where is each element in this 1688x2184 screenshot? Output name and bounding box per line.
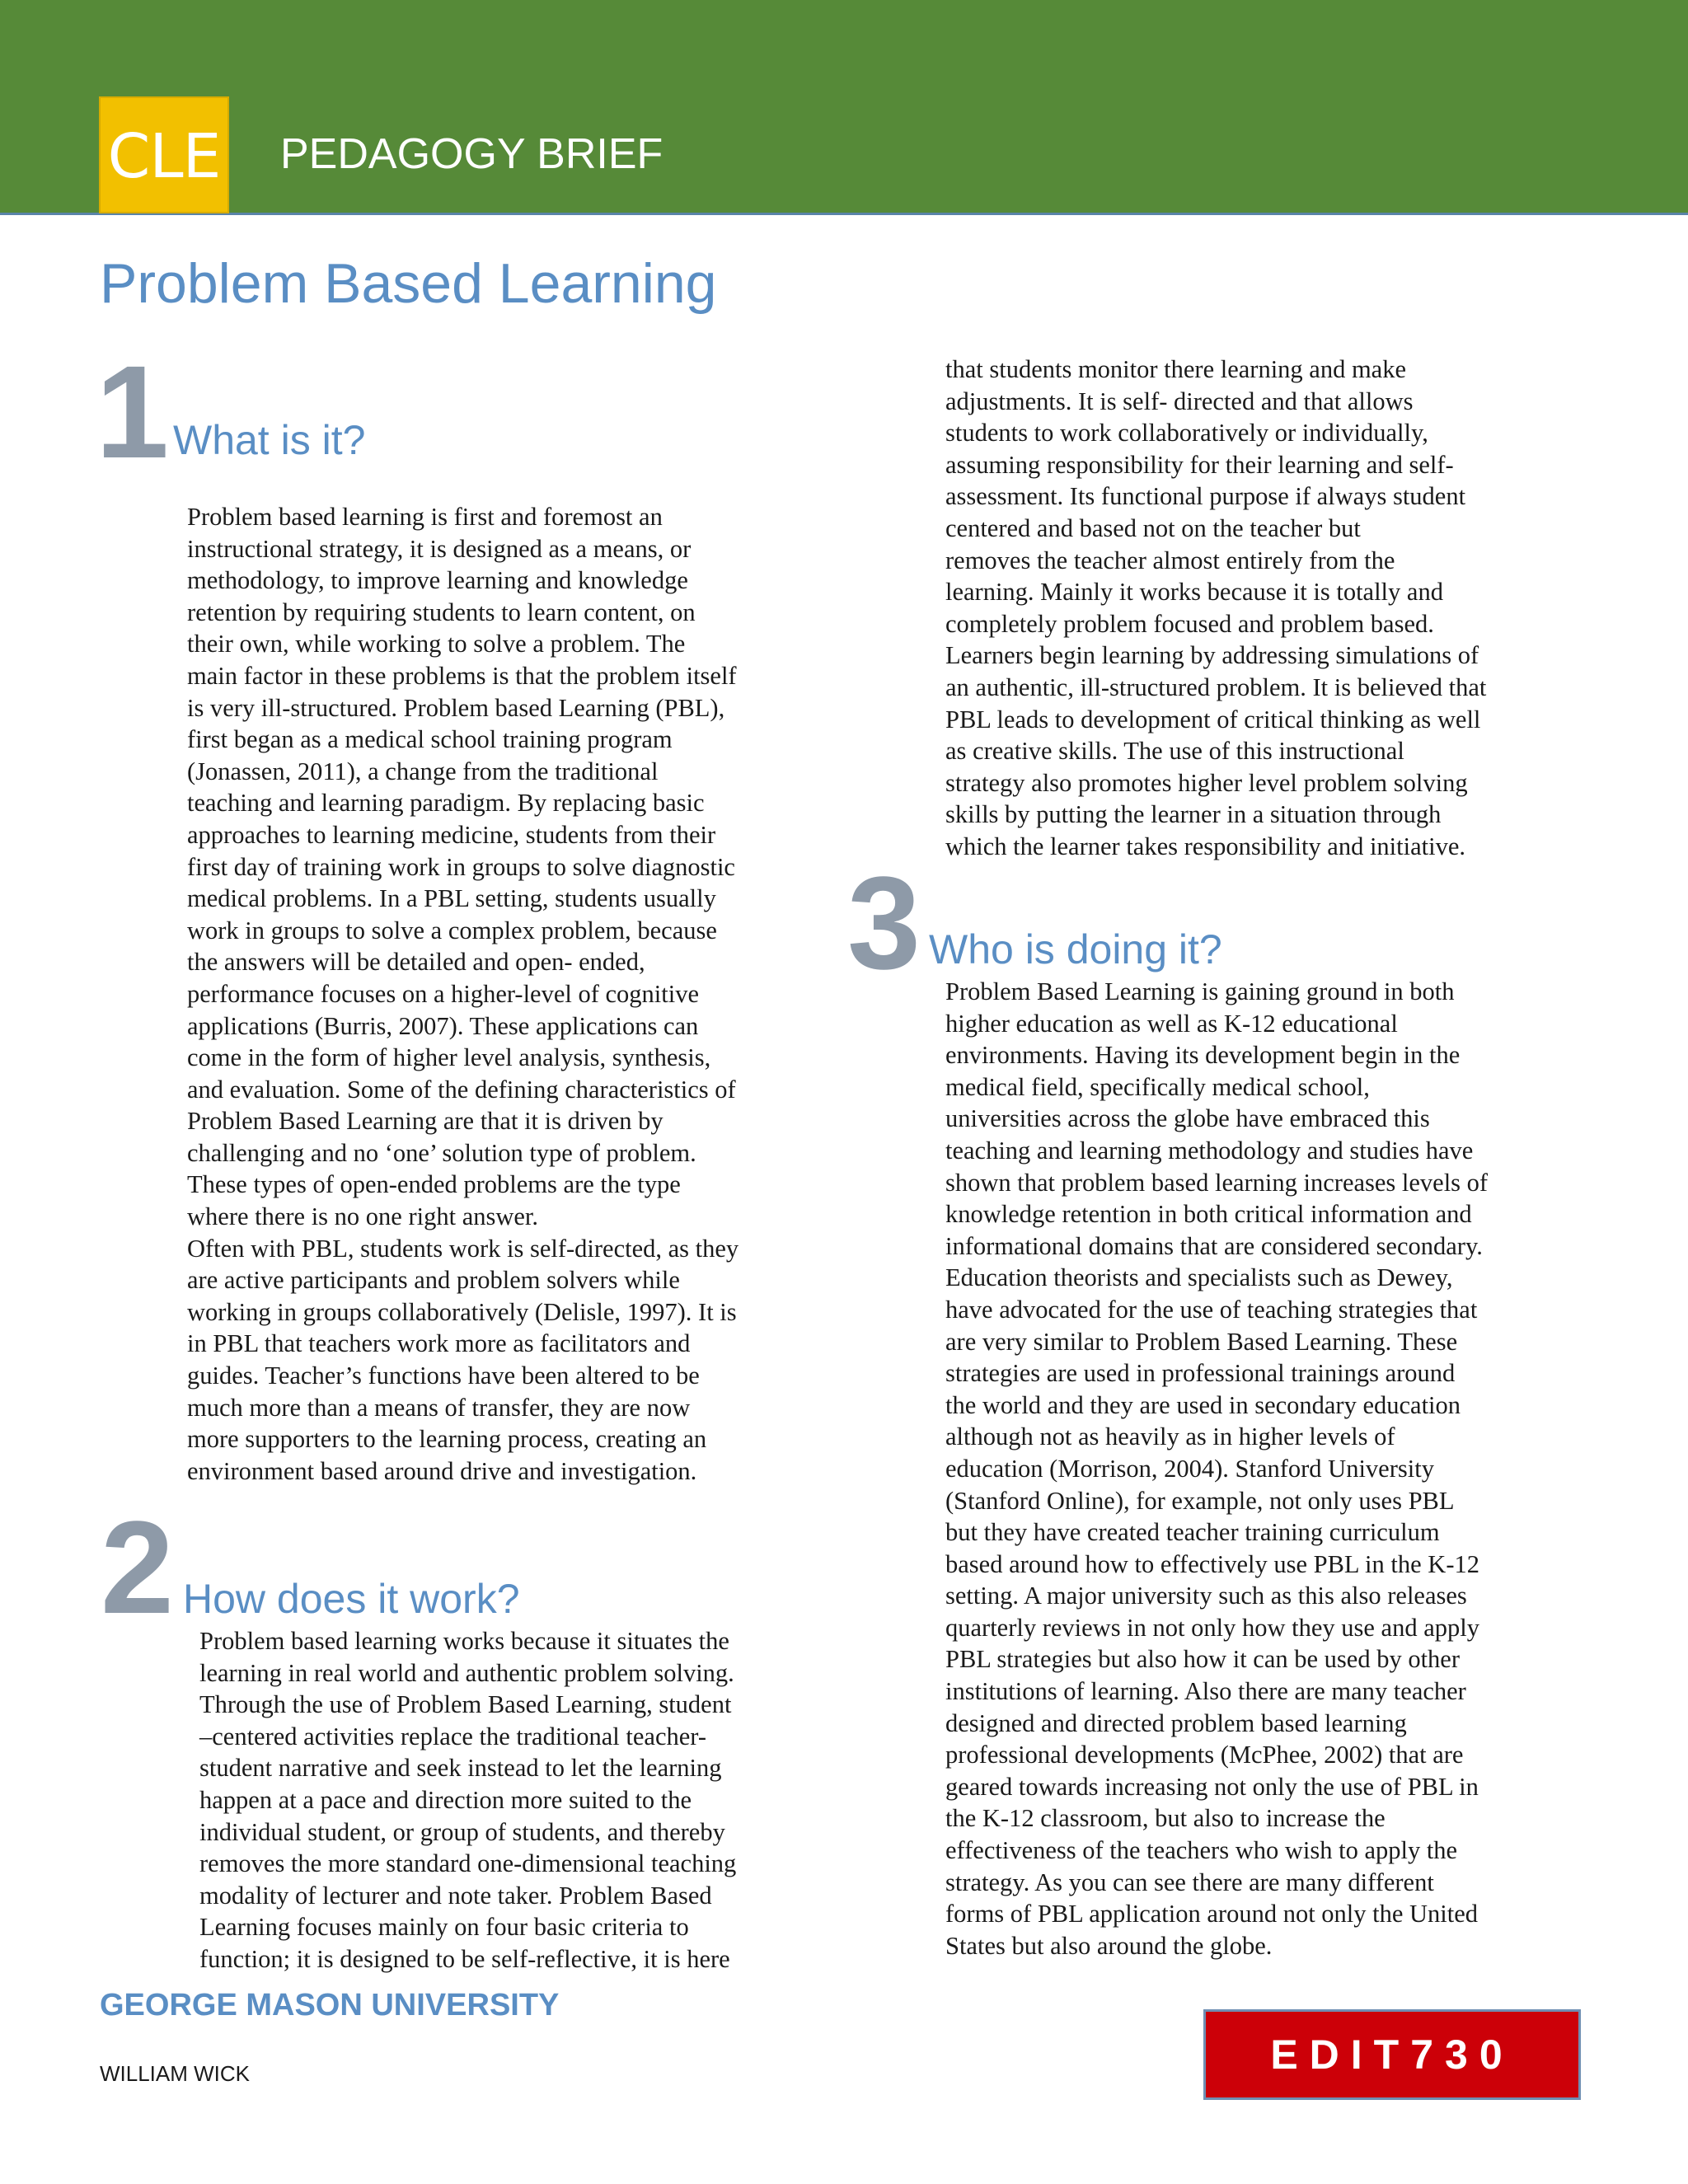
body-line: PBL strategies but also how it can be used by other [945,1645,1460,1674]
body-line: Problem Based Learning is gaining ground in both [945,977,1455,1005]
body-line: retention by requiring students to learn content, on [187,598,696,626]
body-line: setting. A major university such as this also releases [945,1582,1467,1610]
section-3-heading: Who is doing it? [929,926,1222,972]
body-line: effectiveness of the teachers who wish to apply the [945,1836,1458,1865]
body-line: Education theorists and specialists such as Dewey, [945,1263,1453,1292]
page-title: Problem Based Learning [100,252,717,315]
body-line: Often with PBL, students work is self-directed, as they [187,1234,739,1263]
body-line: strategies are used in professional trainings around [945,1359,1456,1388]
body-line: are very similar to Problem Based Learning. These [945,1327,1458,1356]
body-line: have advocated for the use of teaching strategies that [945,1295,1478,1324]
body-line: medical field, specifically medical school, [945,1072,1370,1101]
body-line: designed and directed problem based learning [945,1708,1407,1737]
body-line: the answers will be detailed and open- ended, [187,948,645,977]
body-line: based around how to effectively use PBL in the K-12 [945,1549,1479,1578]
cle-logo: CLE [99,96,229,213]
body-line: work in groups to solve a complex problem, because [187,916,717,944]
body-line: States but also around the globe. [945,1931,1273,1960]
section-2-number: 2 [101,1493,169,1641]
body-line: although not as heavily as in higher levels of [945,1422,1395,1451]
body-line: individual student, or group of students, and thereby [199,1817,725,1846]
body-line: an authentic, ill-structured problem. It is believed that [945,673,1487,701]
course-code-badge: EDIT730 [1203,2009,1581,2100]
body-line: as creative skills. The use of this instructional [945,737,1404,766]
body-line: Problem Based Learning are that it is driven by [187,1107,663,1136]
body-line: removes the teacher almost entirely from the [945,546,1395,574]
body-line: institutions of learning. Also there are many teacher [945,1677,1466,1706]
section-2-heading: How does it work? [183,1576,520,1622]
body-line: informational domains that are considered secondary. [945,1231,1483,1260]
body-line: quarterly reviews in not only how they use and apply [945,1613,1479,1642]
body-line: adjustments. It is self- directed and that allows [945,387,1414,415]
body-line: main factor in these problems is that the problem itself [187,661,737,690]
body-line: come in the form of higher level analysis, synthesis, [187,1043,711,1072]
body-line: which the learner takes responsibility and initiative. [945,832,1465,860]
body-line: These types of open-ended problems are the type [187,1170,681,1199]
body-line: geared towards increasing not only the use of PBL in [945,1772,1479,1801]
section-3-number: 3 [847,849,916,996]
body-line: skills by putting the learner in a situation through [945,800,1442,829]
body-line: guides. Teacher’s functions have been altered to be [187,1361,700,1390]
body-line: strategy also promotes higher level problem solving [945,768,1468,797]
header-banner [0,0,1688,215]
section-1-body [187,501,814,1487]
body-line: PBL leads to development of critical thinking as well [945,705,1481,733]
body-line: but they have created teacher training curriculum [945,1518,1440,1547]
body-line: forms of PBL application around not only the United [945,1900,1479,1929]
body-line: where there is no one right answer. [187,1202,539,1231]
header-label: PEDAGOGY BRIEF [280,130,663,178]
body-line: challenging and no ‘one’ solution type of problem. [187,1138,696,1167]
body-line: assessment. Its functional purpose if always student [945,482,1466,511]
body-line: function; it is designed to be self-reflective, it is here [199,1944,730,1973]
body-line: centered and based not on the teacher but [945,513,1361,542]
body-line: medical problems. In a PBL setting, students usually [187,884,716,913]
body-line: student narrative and seek instead to let the learning [199,1754,722,1783]
body-line: the world and they are used in secondary education [945,1390,1461,1419]
body-line: (Jonassen, 2011), a change from the traditional [187,757,659,785]
body-line: environment based around drive and investigation. [187,1456,697,1485]
body-line: learning. Mainly it works because it is totally and [945,578,1443,607]
body-line: Through the use of Problem Based Learning, student [199,1690,732,1719]
section-2-body [199,1625,826,1975]
body-line: their own, while working to solve a problem. The [187,630,686,658]
body-line: much more than a means of transfer, they are now [187,1393,691,1422]
body-line: performance focuses on a higher-level of cognitive [187,979,699,1008]
body-line: is very ill-structured. Problem based Learning (PBL), [187,693,725,722]
body-line: happen at a pace and direction more suited to the [199,1785,692,1814]
body-line: removes the more standard one-dimensional teaching [199,1849,737,1878]
body-line: Learning focuses mainly on four basic criteria to [199,1913,689,1942]
body-line: assuming responsibility for their learning and self- [945,450,1454,479]
section-1-number: 1 [96,338,164,485]
body-line: first began as a medical school training program [187,725,673,754]
body-line: learning in real world and authentic problem solving. [199,1658,734,1687]
body-line: methodology, to improve learning and knowledge [187,566,688,595]
body-line: instructional strategy, it is designed as a means, or [187,534,692,563]
section-1-heading: What is it? [173,417,366,463]
body-line: Learners begin learning by addressing simulations of [945,641,1479,670]
body-line: in PBL that teachers work more as facilitators and [187,1329,691,1358]
body-line: applications (Burris, 2007). These applications can [187,1011,699,1040]
body-line: completely problem focused and problem based. [945,609,1434,638]
body-line: knowledge retention in both critical information and [945,1200,1472,1229]
body-line: environments. Having its development begin in the [945,1041,1461,1070]
body-line: Problem based learning works because it situates the [199,1627,729,1655]
body-line: –centered activities replace the traditional teacher- [199,1722,706,1750]
body-line: are active participants and problem solvers while [187,1266,680,1295]
body-line: and evaluation. Some of the defining characteristics of [187,1075,736,1104]
body-line: education (Morrison, 2004). Stanford University [945,1454,1434,1483]
section-2-body-continued [945,354,1572,863]
author-name: WILLIAM WICK [100,2061,251,2086]
body-line: approaches to learning medicine, students from their [187,820,716,849]
body-line: higher education as well as K-12 educational [945,1009,1398,1038]
body-line: students to work collaboratively or individually, [945,419,1428,448]
body-line: universities across the globe have embraced this [945,1104,1430,1133]
body-line: strategy. As you can see there are many different [945,1868,1434,1896]
body-line: (Stanford Online), for example, not only uses PBL [945,1486,1455,1515]
body-line: teaching and learning paradigm. By replacing basic [187,789,705,818]
body-line: first day of training work in groups to solve diagnostic [187,852,735,881]
body-line: Problem based learning is first and foremost an [187,503,663,531]
body-line: teaching and learning methodology and studies have [945,1136,1474,1165]
body-line: the K-12 classroom, but also to increase the [945,1804,1386,1833]
body-line: shown that problem based learning increases levels of [945,1168,1489,1197]
university-name: GEORGE MASON UNIVERSITY [100,1988,560,2022]
body-line: professional developments (McPhee, 2002) that are [945,1741,1464,1769]
body-line: modality of lecturer and note taker. Problem Based [199,1881,712,1910]
section-3-body [945,976,1580,1961]
body-line: more supporters to the learning process, creating an [187,1425,707,1454]
body-line: working in groups collaboratively (Delisle, 1997). It is [187,1297,737,1326]
body-line: that students monitor there learning and make [945,355,1407,383]
